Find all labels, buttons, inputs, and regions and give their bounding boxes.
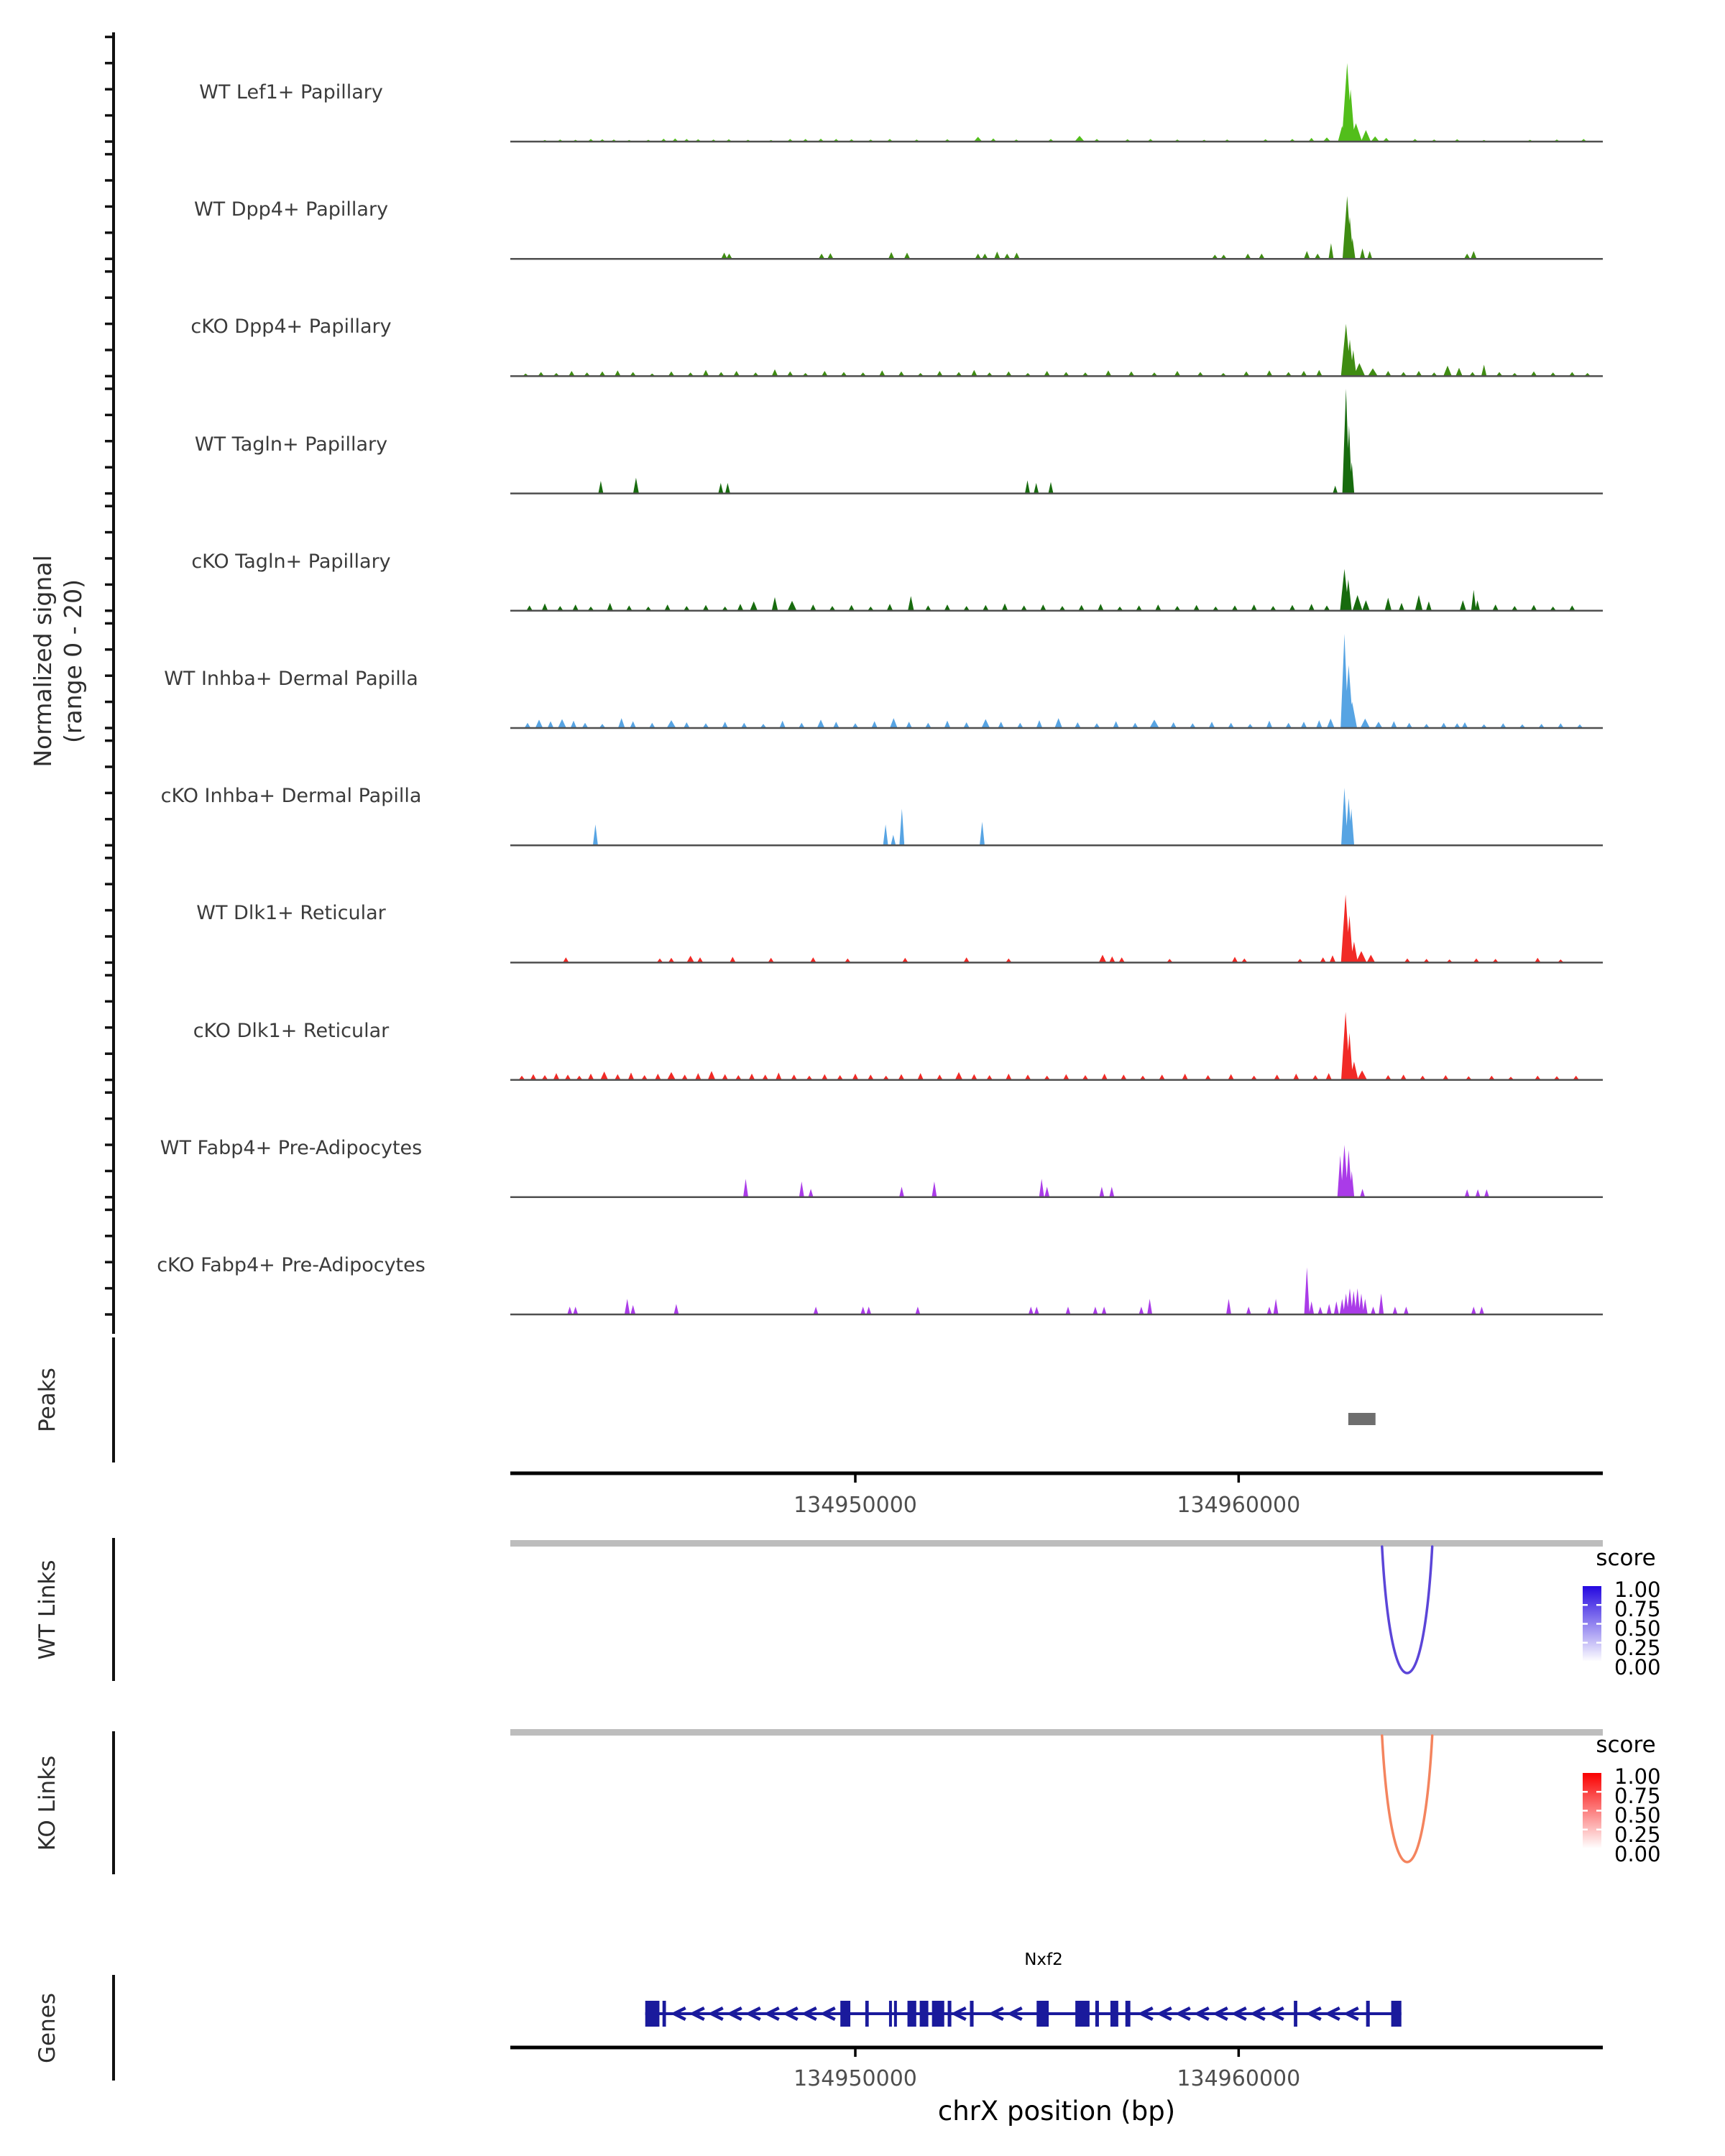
exon-box <box>894 2001 897 2027</box>
ko-links-rail <box>510 1729 1603 1736</box>
signal-area-5 <box>526 569 1575 611</box>
track-label: cKO Inhba+ Dermal Papilla <box>160 785 422 808</box>
signal-area-9 <box>519 1012 1579 1080</box>
wt-score-legend-tick-label: 0.00 <box>1614 1655 1661 1680</box>
track-label: cKO Fabp4+ Pre-Adipocytes <box>157 1254 426 1276</box>
section-label-peaks: Peaks <box>34 1368 60 1432</box>
exon-box <box>1036 2001 1049 2027</box>
wt-link-arc <box>1382 1547 1432 1673</box>
genome-axis-tick-label: 134960000 <box>1177 2066 1301 2091</box>
genome-axis-top <box>510 1473 1603 1483</box>
exon-box <box>645 2001 660 2027</box>
gene-name-label: Nxf2 <box>1024 1950 1063 1969</box>
wt-score-legend-tick-label: 1.00 <box>1614 1577 1661 1602</box>
exon-box <box>920 2001 929 2027</box>
gene-model <box>645 2001 1402 2027</box>
genome-axis-tick-label: 134960000 <box>1177 1493 1301 1518</box>
signal-area-6 <box>525 634 1583 728</box>
track-label: WT Inhba+ Dermal Papilla <box>164 668 418 690</box>
wt-score-legend-tick-label: 0.50 <box>1614 1616 1661 1641</box>
exon-box <box>908 2001 916 2027</box>
wt-links-rail <box>510 1540 1603 1547</box>
y-axis-label-line1: Normalized signal <box>29 555 57 768</box>
exon-box <box>1126 2001 1131 2027</box>
y-axis-label-line2: (range 0 - 20) <box>59 579 87 744</box>
ko-score-legend-tick-label: 0.25 <box>1614 1823 1661 1847</box>
track-label: WT Tagln+ Papillary <box>194 433 388 456</box>
track-label: cKO Dlk1+ Reticular <box>193 1019 390 1042</box>
exon-box <box>1294 2001 1297 2027</box>
genome-axis-tick-label: 134950000 <box>794 1493 917 1518</box>
track-label: WT Dlk1+ Reticular <box>196 902 386 925</box>
section-label-genes: Genes <box>34 1993 60 2063</box>
ko-score-legend-tick-label: 0.50 <box>1614 1803 1661 1828</box>
ko-score-legend-tick-label: 0.00 <box>1614 1842 1661 1866</box>
y-axis-label <box>28 410 90 913</box>
exon-box <box>1392 2001 1402 2027</box>
x-axis-title: chrX position (bp) <box>937 2096 1176 2127</box>
signal-area-11 <box>567 1268 1484 1315</box>
genome-axis-tick-label: 134950000 <box>794 2066 917 2091</box>
exon-box <box>1110 2001 1118 2027</box>
signal-area-4 <box>598 389 1354 494</box>
exon-box <box>865 2001 869 2027</box>
signal-area-1 <box>542 63 1587 142</box>
track-label: WT Lef1+ Papillary <box>199 81 383 103</box>
ko-score-legend-tick-label: 0.75 <box>1614 1784 1661 1808</box>
wt-score-legend-tick-label: 0.25 <box>1614 1636 1661 1660</box>
signal-area-8 <box>563 895 1564 963</box>
exon-box <box>889 2001 892 2027</box>
wt-score-legend-title: score <box>1596 1545 1656 1571</box>
peaks-track <box>1348 1413 1376 1425</box>
ko-score-legend-tick-label: 1.00 <box>1614 1764 1661 1789</box>
exon-box <box>932 2001 944 2027</box>
score-legends <box>1583 1586 1601 1848</box>
exon-box <box>970 2001 973 2027</box>
genome-axis-bottom <box>510 2047 1603 2057</box>
signal-area-10 <box>743 1145 1489 1197</box>
exon-box <box>948 2001 952 2027</box>
track-label: WT Fabp4+ Pre-Adipocytes <box>160 1136 423 1159</box>
exon-box <box>663 2001 666 2027</box>
ko-link-arc <box>1382 1736 1432 1862</box>
signal-area-3 <box>523 324 1591 377</box>
peak-box <box>1348 1413 1376 1425</box>
ko-score-legend-title: score <box>1596 1732 1656 1758</box>
signal-area-2 <box>721 196 1476 259</box>
exon-box <box>840 2001 850 2027</box>
section-label-ko-links: KO Links <box>34 1755 60 1851</box>
signal-area-7 <box>593 788 1354 845</box>
section-label-wt-links: WT Links <box>34 1560 60 1660</box>
exon-box <box>1075 2001 1090 2027</box>
exon-box <box>1095 2001 1099 2027</box>
wt-score-legend-tick-label: 0.75 <box>1614 1597 1661 1621</box>
track-label: cKO Dpp4+ Papillary <box>190 315 392 338</box>
track-label: cKO Tagln+ Papillary <box>191 550 391 573</box>
signal-tracks <box>510 63 1603 1314</box>
exon-box <box>1366 2001 1370 2027</box>
track-label: WT Dpp4+ Papillary <box>193 198 389 221</box>
links-tracks <box>510 1540 1603 1862</box>
